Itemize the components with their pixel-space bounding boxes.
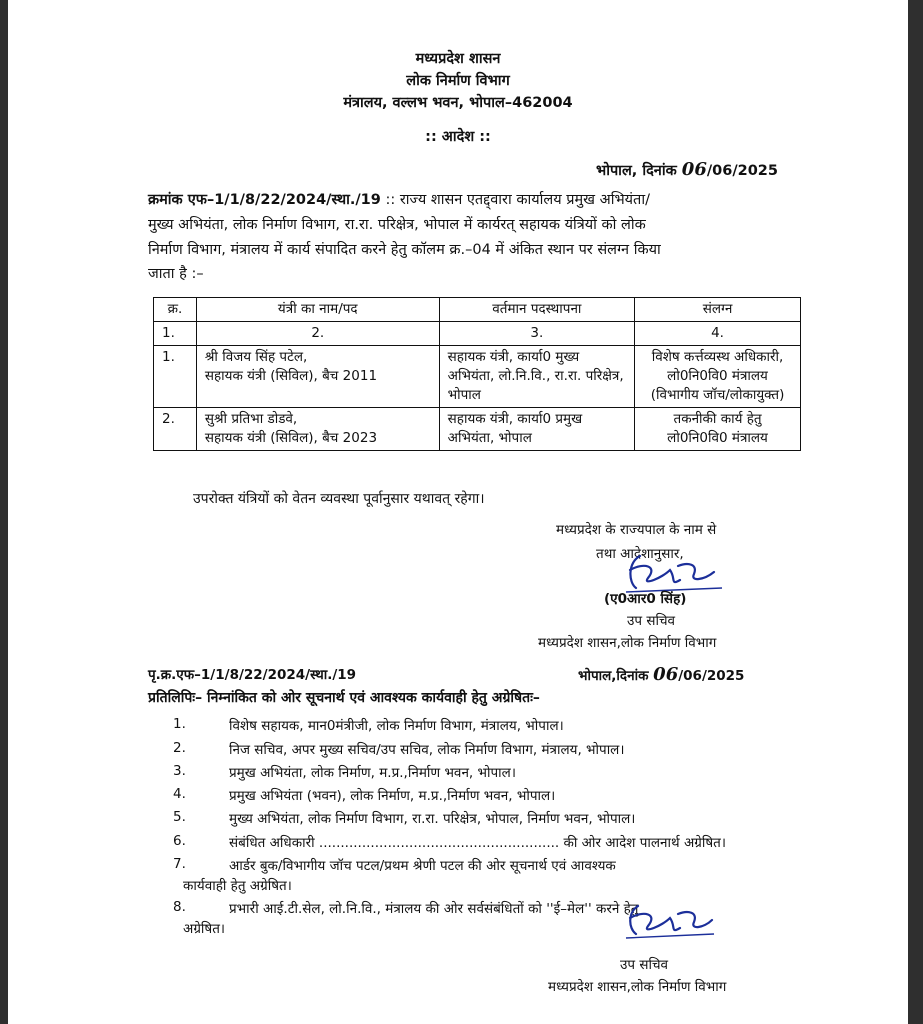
list-text: संबंधित अधिकारी ........................................................ की ओर आदेश पालनार्थ अग्रेषित। xyxy=(229,835,726,851)
table-header-row xyxy=(154,298,801,322)
colnum-4: 4. xyxy=(635,322,801,346)
order-date-rest: /06/2025 xyxy=(706,163,778,179)
order-number: क्रमांक एफ–1/1/8/22/2024/स्था./19 xyxy=(148,192,381,208)
signature-2-image xyxy=(620,898,720,944)
order-date-prefix: भोपाल, दिनांक xyxy=(596,163,677,179)
row-name xyxy=(196,346,439,408)
table-colnum-row xyxy=(154,322,801,346)
copy-date-rest: /06/2025 xyxy=(678,668,745,684)
list-num: 4. xyxy=(173,786,186,802)
list-text: आर्डर बुक/विभागीय जॉच पटल/प्रथम श्रेणी पटल की ओर सूचनार्थ एवं आवश्यक xyxy=(229,858,616,874)
sig2-designation: उप सचिव xyxy=(620,957,669,973)
order-body-line1 xyxy=(148,188,650,212)
list-text: प्रमुख अभियंता (भवन), लोक निर्माण, म.प्र.,निर्माण भवन, भोपाल। xyxy=(229,788,556,804)
sig1-order-line: तथा आदेशानुसार, xyxy=(596,546,684,562)
copy-intro: प्रतिलिपिः– निम्नांकित को ओर सूचनार्थ एवं आवश्यक कार्यवाही हेतु अग्रेषितः– xyxy=(148,690,540,706)
order-date xyxy=(596,158,778,183)
header-attached: संलग्न xyxy=(635,298,801,322)
row-name xyxy=(196,408,439,451)
table-row xyxy=(154,408,801,451)
sig1-designation: उप सचिव xyxy=(627,613,676,629)
colnum-3: 3. xyxy=(439,322,634,346)
sig1-office: मध्यप्रदेश शासन,लोक निर्माण विभाग xyxy=(538,635,717,651)
row-sno: 1. xyxy=(154,346,197,408)
row-name-line1: श्री विजय सिंह पटेल, xyxy=(204,349,308,365)
copy-date-prefix: भोपाल,दिनांक xyxy=(578,668,649,684)
list-text: प्रमुख अभियंता, लोक निर्माण, म.प्र.,निर्माण भवन, भोपाल। xyxy=(229,765,516,781)
document-page xyxy=(8,0,908,1024)
order-body-line2: मुख्य अभियंता, लोक निर्माण विभाग, रा.रा. परिक्षेत्र, भोपाल में कार्यरत् सहायक यंत्रियों को लोक xyxy=(148,217,646,233)
header-name: यंत्री का नाम/पद xyxy=(196,298,439,322)
list-text: अग्रेषित। xyxy=(183,921,226,937)
row-attached: विशेष कर्त्तव्यस्थ अधिकारी, लो0नि0वि0 मंत्रालय (विभागीय जॉच/लोकायुक्त) xyxy=(635,346,801,408)
row-posting: सहायक यंत्री, कार्या0 मुख्य अभियंता, लो.नि.वि., रा.रा. परिक्षेत्र, भोपाल xyxy=(439,346,634,408)
order-body-line4: जाता है :– xyxy=(148,266,204,282)
list-num: 5. xyxy=(173,809,186,825)
row-posting: सहायक यंत्री, कार्या0 प्रमुख अभियंता, भोपाल xyxy=(439,408,634,451)
row-sno: 2. xyxy=(154,408,197,451)
colnum-2: 2. xyxy=(196,322,439,346)
order-body-text1: :: राज्य शासन एतद्द्वारा कार्यालय प्रमुख अभियंता/ xyxy=(385,192,650,208)
sig1-governor-line: मध्यप्रदेश के राज्यपाल के नाम से xyxy=(556,522,717,538)
list-num: 2. xyxy=(173,740,186,756)
row-attached: तकनीकी कार्य हेतु लो0नि0वि0 मंत्रालय xyxy=(635,408,801,451)
header-state: मध्यप्रदेश शासन xyxy=(415,51,501,67)
row-name-line2: सहायक यंत्री (सिविल), बैच 2011 xyxy=(204,368,378,384)
list-text: प्रभारी आई.टी.सेल, लो.नि.वि., मंत्रालय की ओर सर्वसंबंधितों को ''ई–मेल'' करने हेतु xyxy=(229,901,639,917)
list-num: 8. xyxy=(173,899,186,915)
row-name-line2: सहायक यंत्री (सिविल), बैच 2023 xyxy=(204,430,378,446)
table-row xyxy=(154,346,801,408)
list-text: कार्यवाही हेतु अग्रेषित। xyxy=(183,878,292,894)
salary-note: उपरोक्त यंत्रियों को वेतन व्यवस्था पूर्वानुसार यथावत् रहेगा। xyxy=(193,491,485,507)
order-body-line3: निर्माण विभाग, मंत्रालय में कार्य संपादित करने हेतु कॉलम क्र.–04 में अंकित स्थान पर संलग्न किया xyxy=(148,242,661,258)
sig2-office: मध्यप्रदेश शासन,लोक निर्माण विभाग xyxy=(548,979,727,995)
row-name-line1: सुश्री प्रतिभा डोडवे, xyxy=(204,411,298,427)
order-title: :: आदेश :: xyxy=(425,129,491,145)
list-text: मुख्य अभियंता, लोक निर्माण विभाग, रा.रा. परिक्षेत्र, भोपाल, निर्माण भवन, भोपाल। xyxy=(229,811,636,827)
colnum-1: 1. xyxy=(154,322,197,346)
list-text: विशेष सहायक, मान0मंत्रीजी, लोक निर्माण विभाग, मंत्रालय, भोपाल। xyxy=(229,718,564,734)
order-date-day: 06 xyxy=(681,159,707,180)
sig1-name: (ए0आर0 सिंह) xyxy=(604,591,687,607)
copy-date xyxy=(578,663,744,688)
list-text: निज सचिव, अपर मुख्य सचिव/उप सचिव, लोक निर्माण विभाग, मंत्रालय, भोपाल। xyxy=(229,742,625,758)
header-department: लोक निर्माण विभाग xyxy=(406,73,510,89)
header-posting: वर्तमान पदस्थापना xyxy=(439,298,634,322)
engineers-table xyxy=(153,297,801,451)
copy-date-day: 06 xyxy=(653,664,679,685)
list-num: 1. xyxy=(173,716,186,732)
left-dark-border xyxy=(0,0,8,1024)
list-num: 7. xyxy=(173,856,186,872)
list-num: 6. xyxy=(173,833,186,849)
header-address: मंत्रालय, वल्लभ भवन, भोपाल–462004 xyxy=(343,95,573,111)
copy-number: पृ.क्र.एफ–1/1/8/22/2024/स्था./19 xyxy=(148,667,357,683)
list-num: 3. xyxy=(173,763,186,779)
header-sno: क्र. xyxy=(154,298,197,322)
